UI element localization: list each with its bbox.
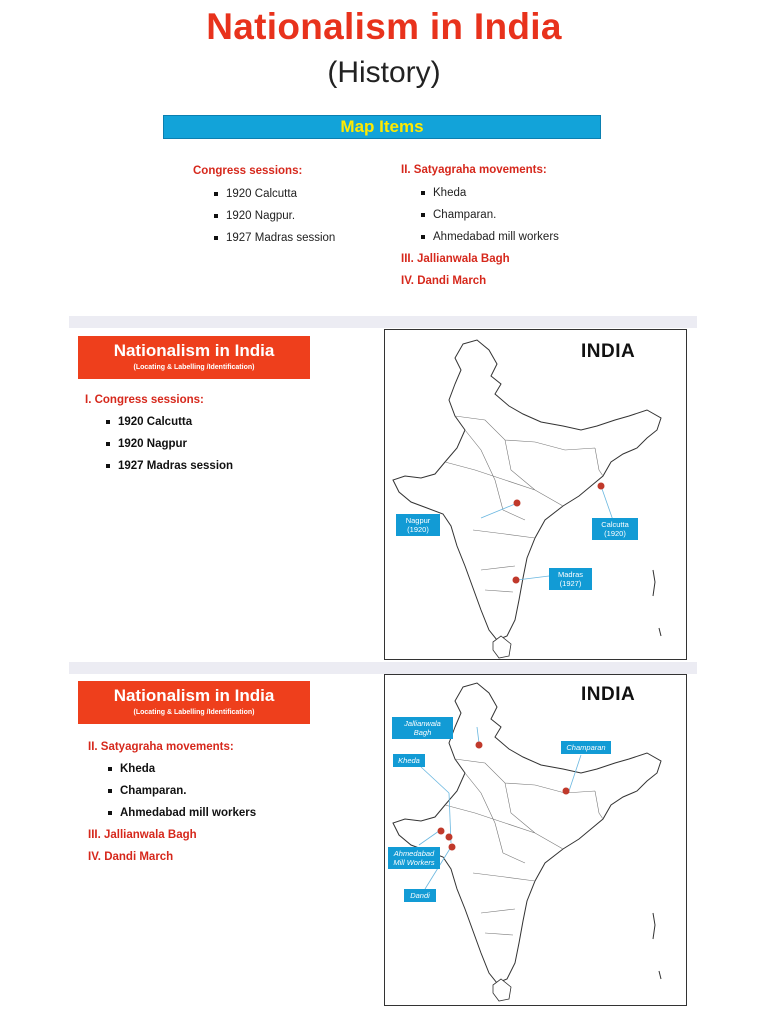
marker-ahmedabad — [438, 828, 445, 835]
panel-congress-sessions — [69, 328, 697, 662]
list-item: Kheda — [419, 182, 559, 204]
islands-outline — [653, 913, 661, 979]
page-subtitle: (History) — [327, 56, 441, 89]
list-item: Champaran. — [106, 780, 256, 802]
congress-sessions-heading: I. Congress sessions: — [85, 394, 204, 406]
marker-champaran — [563, 788, 570, 795]
panel-subtitle: (Locating & Labelling /Identification) — [133, 709, 255, 716]
list-item: Ahmedabad mill workers — [106, 802, 256, 824]
marker-jallianwala — [476, 742, 483, 749]
marker-kheda — [446, 834, 453, 841]
page-title: Nationalism in India — [206, 6, 562, 47]
list-item: Ahmedabad mill workers — [419, 226, 559, 248]
india-map-frame — [384, 674, 687, 1006]
marker-madras — [513, 577, 520, 584]
panel-subtitle: (Locating & Labelling /Identification) — [133, 364, 255, 371]
list-item: 1927 Madras session — [212, 227, 335, 249]
panel-satyagraha — [69, 674, 697, 1010]
satyagraha-heading: II. Satyagraha movements: — [401, 164, 547, 176]
list-item: 1920 Calcutta — [212, 183, 335, 205]
marker-dandi — [449, 844, 456, 851]
label-ahmedabad-mill-workers: Ahmedabad Mill Workers — [388, 847, 440, 869]
map-title: INDIA — [581, 684, 636, 705]
satyagraha-heading: II. Satyagraha movements: — [88, 741, 234, 753]
panel-title: Nationalism in India — [113, 686, 275, 705]
congress-sessions-heading: Congress sessions: — [193, 165, 303, 177]
label-nagpur: Nagpur (1920) — [396, 514, 440, 536]
islands-outline — [653, 570, 661, 636]
india-map-frame — [384, 329, 687, 660]
label-calcutta: Calcutta (1920) — [592, 518, 638, 540]
list-item: 1927 Madras session — [104, 455, 233, 477]
leader-line — [421, 767, 449, 793]
list-item: 1920 Nagpur. — [212, 205, 335, 227]
label-champaran: Champaran — [561, 741, 611, 754]
list-item: 1920 Nagpur — [104, 433, 233, 455]
list-item: Champaran. — [419, 204, 559, 226]
list-item: Kheda — [106, 758, 256, 780]
sri-lanka-outline — [493, 636, 511, 658]
panel-title: Nationalism in India — [113, 341, 275, 360]
dandi-heading: IV. Dandi March — [88, 851, 174, 863]
panel-separator — [69, 316, 697, 328]
marker-calcutta — [598, 483, 605, 490]
congress-sessions-list — [104, 411, 233, 477]
marker-nagpur — [514, 500, 521, 507]
panel-separator — [69, 662, 697, 674]
label-dandi: Dandi — [404, 889, 436, 902]
panel-title-box — [78, 336, 310, 379]
label-kheda: Kheda — [393, 754, 425, 767]
panel-title-box — [78, 681, 310, 724]
dandi-heading: IV. Dandi March — [401, 275, 487, 287]
map-items-banner: Map Items — [163, 115, 601, 139]
satyagraha-list — [106, 758, 256, 824]
congress-sessions-list — [212, 183, 335, 249]
satyagraha-list — [419, 182, 559, 248]
jallianwala-heading: III. Jallianwala Bagh — [88, 829, 197, 841]
label-madras: Madras (1927) — [549, 568, 592, 590]
list-item: 1920 Calcutta — [104, 411, 233, 433]
label-jallianwala-bagh: Jallianwala Bagh — [392, 717, 453, 739]
jallianwala-heading: III. Jallianwala Bagh — [401, 253, 510, 265]
india-map — [385, 330, 686, 659]
sri-lanka-outline — [493, 979, 511, 1001]
map-title: INDIA — [581, 341, 636, 362]
india-outline — [393, 340, 661, 640]
